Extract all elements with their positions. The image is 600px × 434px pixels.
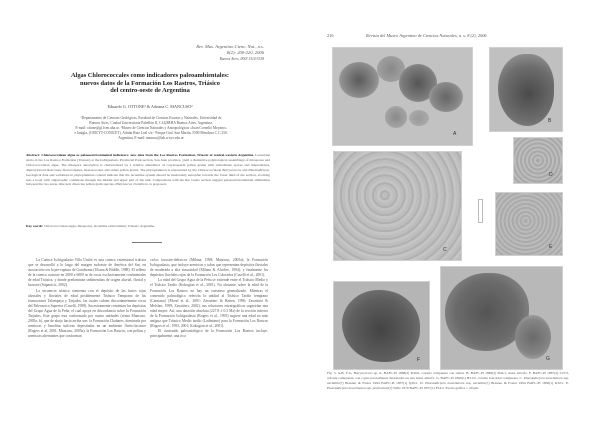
plate-label: F — [417, 357, 421, 363]
scale-bar — [478, 199, 483, 223]
taxon-name: variabile — [472, 380, 486, 385]
taxon-name: Plaesiodictyon mosellanum — [327, 385, 366, 390]
abstract — [26, 153, 270, 187]
affiliation-line: E-mail: ottone@gl.fcen.uba.ar. ²Museo de Ciencias Naturales y Antropológicas «Juan Cornelio Moyano» — [75, 126, 227, 130]
paragraph: La secuencia triásica comienza con el depósito de las facies rojas aluviales y fluviales de edad posiblemente Triásico Temprano de las formaciones Talampaya y Tarjados, las cuales cubren discordantemente rocas del Paleozoico Superior (Caselli, 1998). Sucesivamente continúan los depósitos del Grupo Agua de la Peña, el cual apoya en discordancia sobre la Formación Tarjados. Este grupo esta conformado por cuatro unidades (sensu Mancuso, 2005a, b), que de abajo hacia arriba son: la Formación Chañares, dominada por areniscas y limolitas tufíceas depositadas en un ambiente fluvio-lacustre (Rogers et al, 2001; Mancuso, 2005a); la Formación Los Rastros, con pelitas y areniscas alternantes que conforman — [28, 288, 146, 339]
figure-plate-c — [333, 151, 462, 261]
figure-plate-f — [333, 281, 430, 370]
abstract-text: , is proposed. — [147, 182, 167, 187]
genus-name: Botryococcus — [222, 167, 242, 172]
figure-plate-a — [332, 47, 473, 146]
taxon-name: variabile — [327, 380, 340, 385]
abstract-text: Lacustrine strata of the Los Rastros Formation (Triassic) at the Ischigualasto Provincial Park section, San Juan province, yield a distinctive palynological assemblage of miospores and Chlorococcalean algae. The miospore association is characterized by a relative abundance of corystosperm pollen grains with subordinate spores and inaperturates, diploxylonoid disaccates, monocolpates, monosaccates and striate pollen grains. The phytoplankton is represented by the Chlorococcalean — [26, 153, 271, 172]
body-column-2 — [150, 258, 268, 340]
caption-text: ssp. — [365, 385, 373, 390]
section-divider — [132, 242, 162, 243]
journal-reference — [196, 44, 264, 62]
caption-text: (?) Wille 1970 BAFC-Pl 1857(1) F54/2. Escala gráfica = 20 µm. — [388, 385, 479, 390]
taxon-name: Plaesiodictyon mosellanum — [425, 380, 465, 385]
taxon-name: Plaesiodictyon mosellanum — [523, 375, 563, 380]
figure-plate-e — [495, 192, 563, 256]
body-column-1 — [28, 258, 146, 340]
affiliations — [40, 116, 262, 141]
plate-label: C — [443, 247, 447, 253]
paragraph: La edad del Grupo Agua de la Peña se extiende entre el Triásico Medio y el Triásico Tardío (Kokogian et al., 2001). No obstante, sobre la edad de la Formación Los Rastros no hay un consenso generalizado. Mientras el contenido palinológico referiría la unidad al Triásico Tardío temprano (Carniano) (Morel et al., 2001; Zavattieri & Batten, 1996; Zavattieri & Melchor, 1999; Zavattieri, 2002), sus relaciones estratigráficas sugerirían una edad mayor. Así, una datación absoluta (227.8 ± 0.3 Ma) de la sección inferior de la Formación Ischigualasto (Rogers et al., 1993) sugiere una edad no más antigua que Triásico Medio tardío (Ladiniano) para la Formación Los Rastros (Rogers et al., 1993, 2001; Kokogian et al., 2001). — [150, 278, 268, 329]
keywords-text: Chlorococcalean algae, miospores, lacustrine environment, Triassic, Argentina. — [44, 224, 155, 228]
keywords-label: Key words: — [26, 224, 44, 228]
plate-label: D — [549, 172, 553, 178]
affiliation-line: Argentina, E-mail: amancu@lab.cricyt.edu.ar — [118, 136, 184, 140]
abstract-text: . Geological data and variations in phytoplankton content indicate that the lacustrine system should be moderately eutrophic towards the lower third of the section, evolving into a body with oligotrophic conditions through the middle and upper part of the unit. Comparisons with the Río Gualo section suggest palaeoenvironmental similarities between the two areas. One new disaccate pollen grain species, — [26, 167, 270, 187]
plate-label: A — [453, 131, 457, 137]
colony-blob — [385, 106, 407, 128]
keywords — [26, 224, 270, 228]
journal-ref-line: 8(2): 209-220, 2006 — [226, 50, 264, 55]
affiliation-line: ¹Departamento de Ciencias Geológicas, Facultad de Ciencias Exactas y Naturales, Universidad de — [80, 116, 222, 120]
colony-blob — [515, 315, 551, 359]
caption-text: (?) Brenner & Foster 1994 BAFC-Pl 1857(1) Q26/1. D. — [339, 380, 426, 385]
figure-plate-b — [489, 47, 563, 132]
title-line: Algas Chlorococcales como indicadores paleoambientales: — [70, 72, 230, 79]
plate-label: E — [549, 244, 553, 250]
affiliation-line: Buenos Aires, Ciudad Universitaria Pabellón II, C1428EHA Buenos Aires, Argentina. — [89, 121, 213, 125]
paragraph: La Cuenca Ischigualasto-Villa Unión es una cuenca extensional triásica que se desarrolló a lo largo del margen sudoeste de América del Sur, en asociación con la pre-ruptura de Gondwana (Uliana & Biddle, 1988). El relleno de la cuenca consiste en 2000 a 6000 m de rocas exclusivamente continentales de edad Triásica, y donde predominan sedimentitas de origen aluvial, fluvial y lacustre (Stipanicic, 2002). — [28, 258, 146, 288]
paragraph: ciclos lacustre-deltaicos (Milana, 1998; Mancuso, 2005a); la Formación Ischigualasto, que incluye areniscas y tobas que representan depósitos fluviales de moderada a alta sinuosidad (Milana & Alcober, 1994); y finalmente los depósitos fluviales rojos de la Formación Los Colorados (Caselli et al., 2001). — [150, 258, 268, 278]
colony-blob — [429, 82, 463, 112]
paragraph: El contenido paleontológico de la Formación Los Rastros incluye, principalmente, una rica — [150, 329, 268, 339]
species-name: Platysaccus rhombicus — [115, 182, 148, 187]
colony-blob — [339, 62, 379, 98]
caption-text: Fig. 5. A-B, F-G, — [327, 371, 354, 375]
journal-title: Revista del Museo Argentino de Ciencias Naturales, n. s. 8 (2), 2006 — [366, 33, 487, 38]
caption-text: sp. A, BAFC-Pl 1868(2) R34/0, colonia compuesta con ramas. B, BAFC-Pl 1869(2) B42/1, masa amorfa. F, BAFC-Pl 1867(2) C27/2, colonia compuesta, con copas parcialmente fusionadas en una masa amorfa. G, BAFC-Pl 1869(1) H21/2, colonia botroidal compuesta. C. — [327, 371, 569, 380]
title-line: nuevos datos de la Formación Los Rastros, Triásico — [80, 79, 220, 87]
caption-text: (?) Brenner & Foster 1994 BAFC-Pl 1856(1) K32/1. E. — [485, 380, 570, 385]
genus-name: Plaesiodictyon — [248, 167, 270, 172]
plate-label: G — [546, 356, 550, 362]
journal-ref-line: Rev. Mus. Argentino Cienc. Nat., n.s. — [196, 44, 264, 49]
abstract-text: and — [241, 167, 249, 172]
taxon-name: perforatum — [372, 385, 389, 390]
taxon-name: Botryococcus — [353, 371, 373, 375]
colony-blob — [409, 110, 429, 126]
plate-label: B — [548, 118, 552, 124]
page-number: 216 — [327, 33, 334, 38]
caption-text: ssp. — [464, 380, 473, 385]
title-line: del centro-oeste de Argentina — [110, 87, 190, 95]
figure-caption — [327, 371, 569, 391]
caption-text: ssp. — [562, 375, 569, 380]
colony-blob — [342, 290, 420, 362]
figure-plate-d — [513, 137, 563, 184]
article-title — [20, 72, 280, 95]
journal-ref-line: Buenos Aires, ISSN 1514-5158 — [219, 57, 264, 61]
figure-plate-g — [440, 266, 563, 370]
authors: Eduardo G. OTTONE¹ & Adriana C. MANCUSO² — [107, 104, 193, 109]
abstract-heading: Abstract: Chlorococcalean algae as palaeoenvironmental indicators: new data from the Los Rastros Formation, Triassic of central-western Argentina. — [26, 153, 255, 157]
affiliation-line: e Ianigla, (CRICYT-CONICET), Adrián Ruiz Leal s/n - Parque Gral. San Martín, 5500 Mendoza C.C.330, — [74, 131, 228, 135]
colony-blob — [498, 54, 554, 126]
